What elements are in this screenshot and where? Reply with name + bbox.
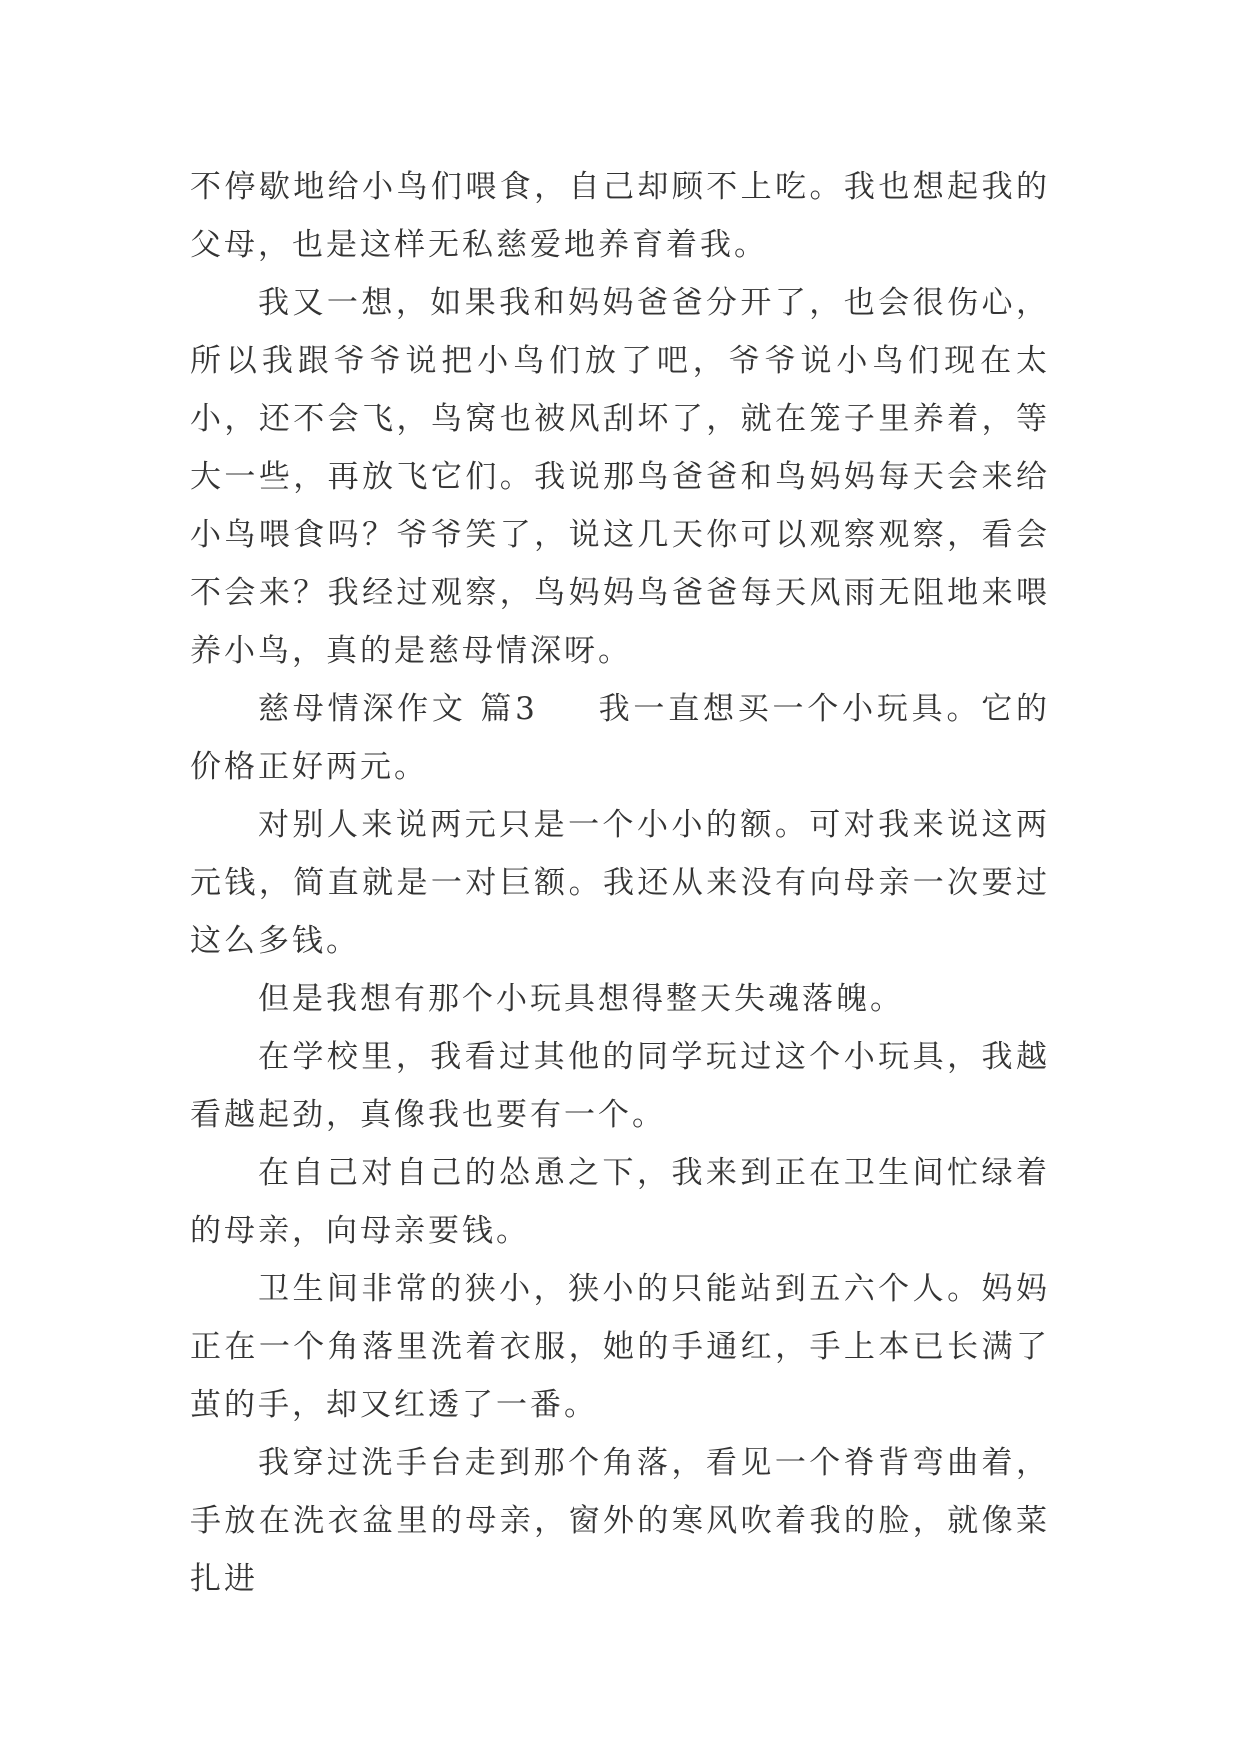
paragraph: 在学校里，我看过其他的同学玩过这个小玩具，我越看越起劲，真像我也要有一个。 (190, 1039, 1050, 1133)
document-body (190, 158, 1050, 1608)
paragraph: 对别人来说两元只是一个小小的额。可对我来说这两元钱，简直就是一对巨额。我还从来没有向母亲一次要过这么多钱。 (190, 807, 1050, 959)
paragraph: 我穿过洗手台走到那个角落，看见一个脊背弯曲着，手放在洗衣盆里的母亲，窗外的寒风吹着我的脸，就像菜扎进 (190, 1445, 1050, 1597)
paragraph: 卫生间非常的狭小，狭小的只能站到五六个人。妈妈正在一个角落里洗着衣服，她的手通红，手上本已长满了茧的手，却又红透了一番。 (190, 1271, 1050, 1423)
section-first-text: 我一直想买一个小玩具。它的价格正好两元。 (190, 691, 1051, 785)
paragraph: 但是我想有那个小玩具想得整天失魂落魄。 (258, 981, 904, 1017)
paragraph: 在自己对自己的怂恿之下，我来到正在卫生间忙绿着的母亲，向母亲要钱。 (190, 1155, 1050, 1249)
section-heading: 慈母情深作文 篇3 (258, 691, 538, 727)
paragraph: 我又一想，如果我和妈妈爸爸分开了，也会很伤心，所以我跟爷爷说把小鸟们放了吧，爷爷说小鸟们现在太小，还不会飞，鸟窝也被风刮坏了，就在笼子里养着，等大一些，再放飞它们。我说那鸟爸爸和鸟妈妈每天会来给小鸟喂食吗？爷爷笑了，说这几天你可以观察观察，看会不会来？我经过观察，鸟妈妈鸟爸爸每天风雨无阻地来喂养小鸟，真的是慈母情深呀。 (190, 285, 1050, 669)
paragraph-continued: 不停歇地给小鸟们喂食，自己却顾不上吃。我也想起我的父母，也是这样无私慈爱地养育着我。 (190, 169, 1050, 263)
section-start-paragraph (190, 680, 1050, 796)
